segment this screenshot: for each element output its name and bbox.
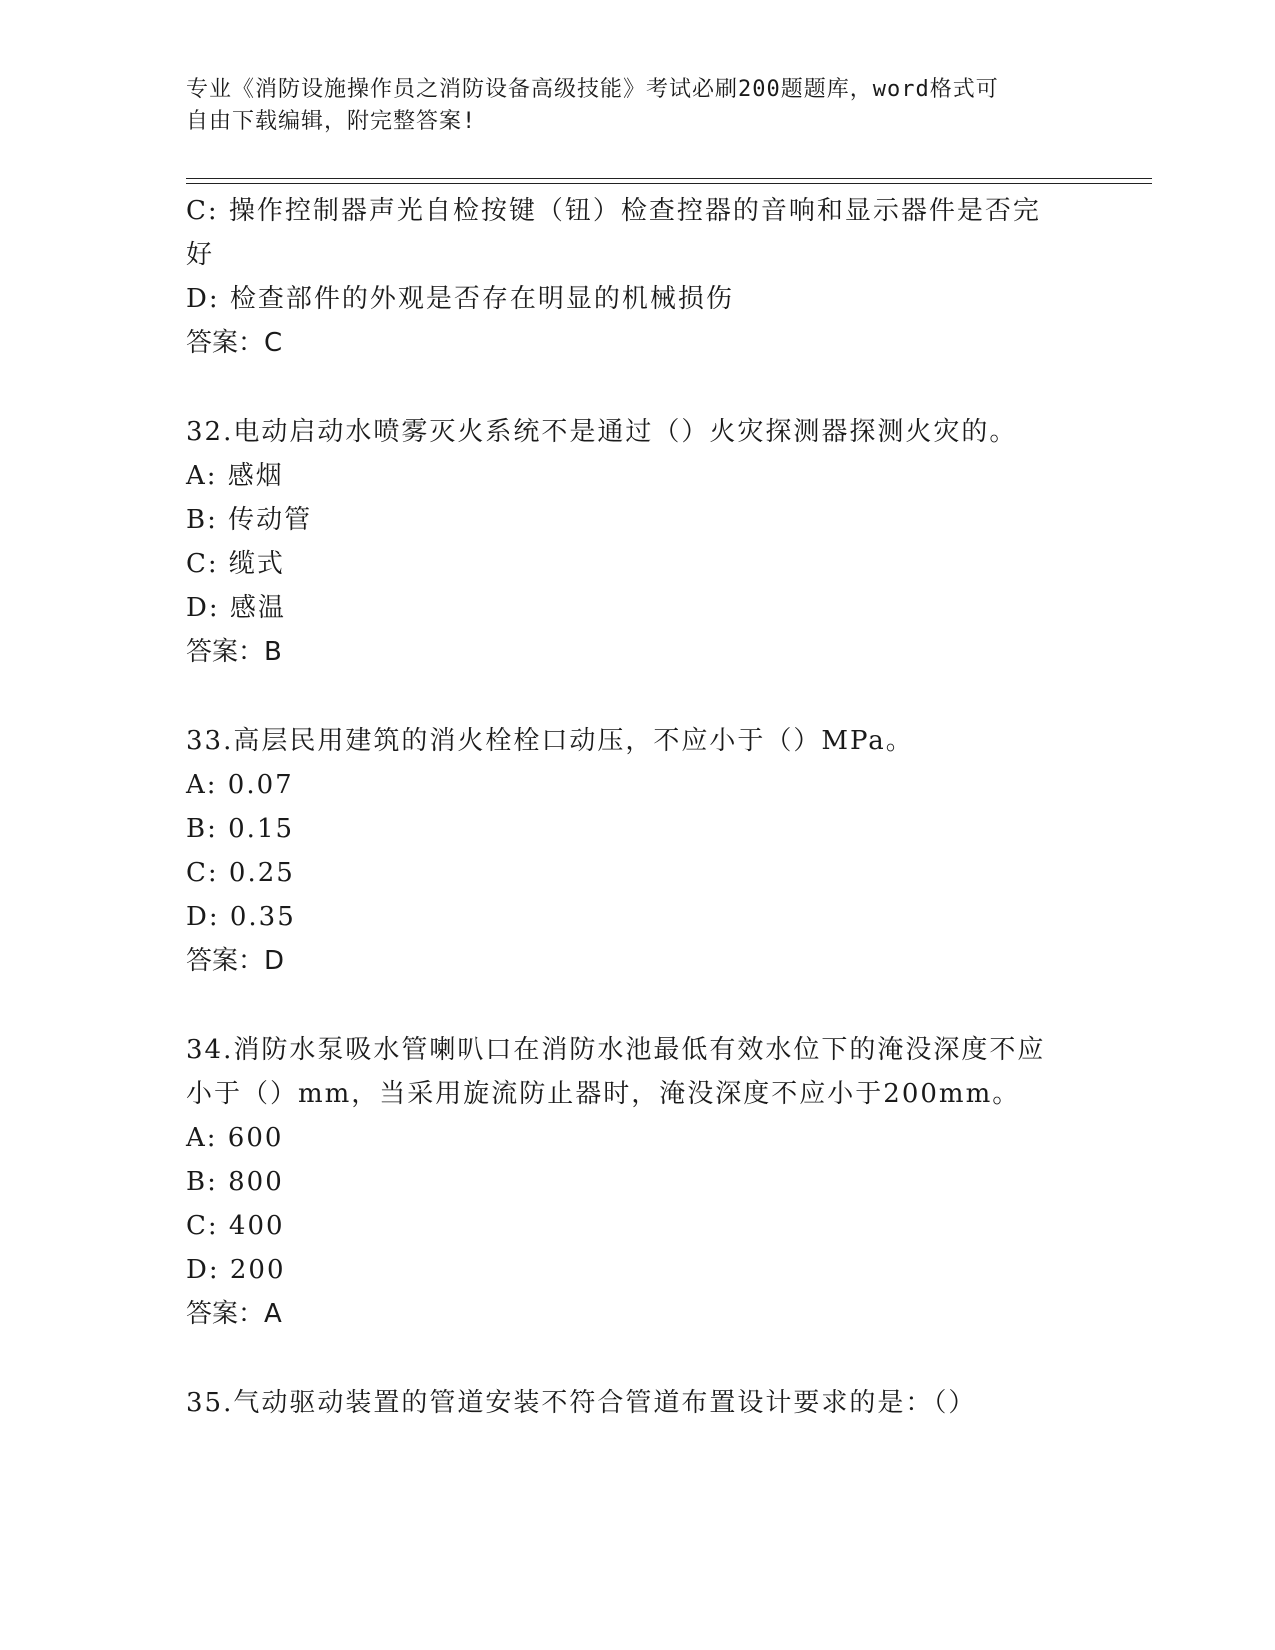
q32-stem: 32.电动启动水喷雾灭火系统不是通过（）火灾探测器探测火灾的。 xyxy=(186,417,1018,447)
header-rule-top xyxy=(186,178,1152,179)
q32-option-c: C: 缆式 xyxy=(186,549,285,579)
q35-stem: 35.气动驱动装置的管道安装不符合管道布置设计要求的是：（） xyxy=(186,1388,977,1418)
q34-option-c: C: 400 xyxy=(186,1211,285,1241)
q33-option-c: C: 0.25 xyxy=(186,858,295,888)
q32-answer: 答案：B xyxy=(186,637,282,667)
q33-option-d: D: 0.35 xyxy=(186,902,296,932)
q33-answer: 答案：D xyxy=(186,946,285,976)
q32-option-b: B: 传动管 xyxy=(186,505,313,535)
header-rule-bottom xyxy=(186,183,1152,184)
prev-option-c-line-2: 好 xyxy=(186,240,215,270)
header-line-2: 自由下载编辑，附完整答案! xyxy=(186,109,477,134)
q34-option-d: D: 200 xyxy=(186,1255,286,1285)
q34-answer: 答案：A xyxy=(186,1299,282,1329)
prev-answer: 答案：C xyxy=(186,328,283,358)
q34-option-a: A: 600 xyxy=(186,1123,284,1153)
prev-option-d: D: 检查部件的外观是否存在明显的机械损伤 xyxy=(186,284,734,314)
header-line-1: 专业《消防设施操作员之消防设备高级技能》考试必刷200题题库，word格式可 xyxy=(186,77,999,102)
q33-stem: 33.高层民用建筑的消火栓栓口动压，不应小于（）MPa。 xyxy=(186,726,914,756)
q34-stem-line-2: 小于（）mm，当采用旋流防止器时，淹没深度不应小于200mm。 xyxy=(186,1079,1021,1109)
q33-option-a: A: 0.07 xyxy=(186,770,294,800)
prev-option-c-line-1: C: 操作控制器声光自检按键（钮）检查控器的音响和显示器件是否完 xyxy=(186,196,1041,226)
q32-option-d: D: 感温 xyxy=(186,593,286,623)
q34-stem-line-1: 34.消防水泵吸水管喇叭口在消防水池最低有效水位下的淹没深度不应 xyxy=(186,1035,1046,1065)
q33-option-b: B: 0.15 xyxy=(186,814,295,844)
document-header xyxy=(186,74,1086,138)
q32-option-a: A: 感烟 xyxy=(186,461,284,491)
q34-option-b: B: 800 xyxy=(186,1167,284,1197)
